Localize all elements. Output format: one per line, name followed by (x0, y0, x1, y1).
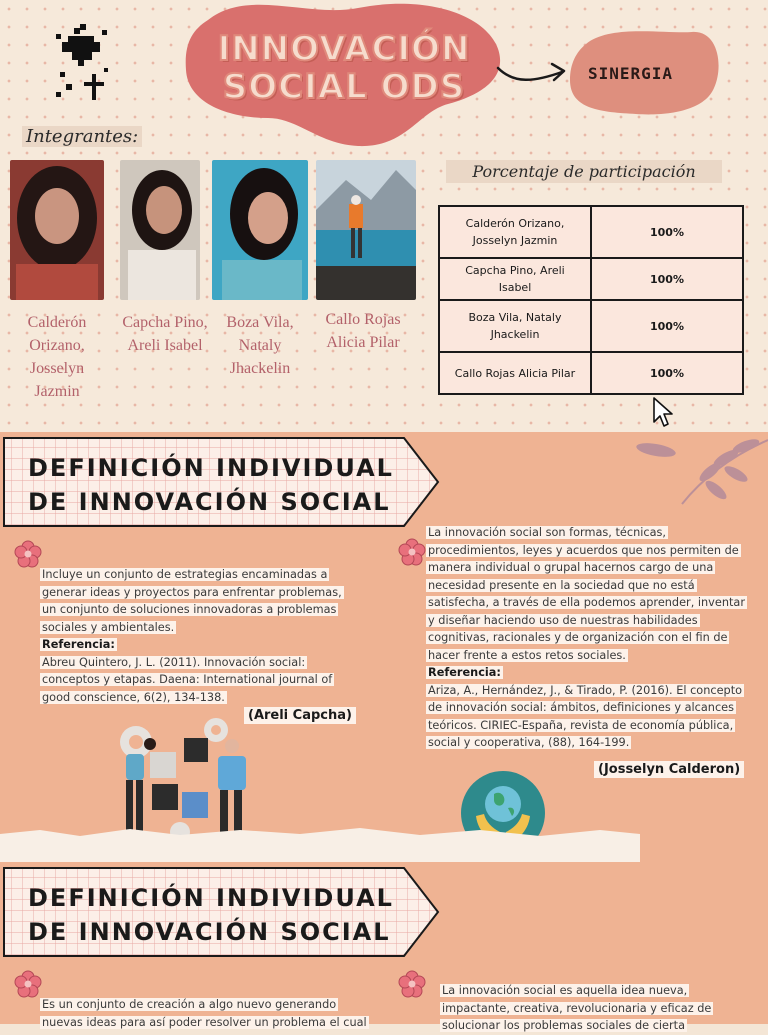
table-cell-percent: 100% (591, 206, 743, 258)
table-row (439, 300, 743, 352)
table-cell-name: Capcha Pino, Areli Isabel (439, 258, 591, 300)
flower-icon (398, 538, 426, 566)
section-title-1: DEFINICIÓN INDIVIDUAL DE INNOVACIÓN SOCIAL (28, 454, 394, 516)
table-cell-name: Boza Vila, Nataly Jhackelin (439, 300, 591, 352)
member-photo-1 (10, 160, 104, 300)
participation-title: Porcentaje de participación (446, 160, 722, 183)
definition-text-areli: Incluye un conjunto de estrategias encaminadas a generar ideas y proyectos para enfrentar problemas, un conjunto de soluciones innovadoras a problemas sociales y ambientales. Referencia: Abreu Quintero, J. L. (2011). Innovación social: conceptos y etapas. Daena: International journal of good conscience, 6(2), 134-138. (42, 568, 342, 704)
definition-text-3: Es un conjunto de creación a algo nuevo generando nuevas ideas para así poder resolver un problema el cual (42, 998, 367, 1029)
member-photo-3 (212, 160, 308, 300)
team-name: SINERGIA (588, 64, 674, 83)
flower-icon (398, 970, 426, 998)
author-josselyn: (Josselyn Calderon) (594, 761, 744, 778)
definition-text-josselyn: La innovación social son formas, técnicas, procedimientos, leyes y acuerdos que nos permiten de manera individual o grupal hacernos cargo de una necesidad presente en la sociedad que no está satisfecha, a través de ella podemos aprender, inventar y diseñar haciendo uso de nuestras habilidades cognitivas, racionales y de organización con el fin de hacer frente a estos retos sociales. Referencia: Ariza, A., Hernández, J., & Tirado, P. (2016). El concepto de innovación social: ámbitos, definiciones y alcances teóricos. CIRIEC-España, revista de economía pública, social y cooperativa, (88), 164-199. (428, 526, 745, 749)
table-row (439, 352, 743, 394)
flower-icon (14, 540, 42, 568)
member-name-1: Calderón Orizano, Josselyn Jazmin (27, 314, 87, 400)
title-line-2: SOCIAL ODS (222, 67, 466, 107)
header-section (0, 0, 768, 432)
section-title-2: DEFINICIÓN INDIVIDUAL DE INNOVACIÓN SOCIAL (28, 884, 394, 946)
participation-table (438, 205, 744, 395)
torn-paper-divider (0, 826, 768, 866)
table-cell-percent: 100% (591, 258, 743, 300)
sparkle-icon (52, 22, 122, 102)
member-photo-4 (316, 160, 416, 300)
member-name-2: Capcha Pino, Areli Isabel (122, 314, 208, 354)
definition-text-4: La innovación social es aquella idea nueva, impactante, creativa, revolucionaria y eficaz de solucionar los problemas sociales de cierta (442, 984, 712, 1032)
table-cell-name: Callo Rojas Alicia Pilar (439, 352, 591, 394)
cursor-icon (652, 396, 674, 428)
table-cell-percent: 100% (591, 300, 743, 352)
member-name-4: Callo Rojas Alicia Pilar (325, 311, 401, 351)
member-name-3: Boza Vila, Nataly Jhackelin (226, 314, 294, 377)
table-cell-name: Calderón Orizano, Josselyn Jazmin (439, 206, 591, 258)
table-cell-percent: 100% (591, 352, 743, 394)
table-row (439, 206, 743, 258)
author-areli: (Areli Capcha) (244, 707, 356, 724)
leaf-branch-icon (626, 434, 768, 514)
title-line-1: INNOVACIÓN (217, 29, 471, 69)
arrow-icon (496, 58, 570, 88)
flower-icon (14, 970, 42, 998)
members-label: Integrantes: (22, 126, 142, 147)
member-photo-2 (120, 160, 200, 300)
table-row (439, 258, 743, 300)
page-title (194, 30, 494, 106)
